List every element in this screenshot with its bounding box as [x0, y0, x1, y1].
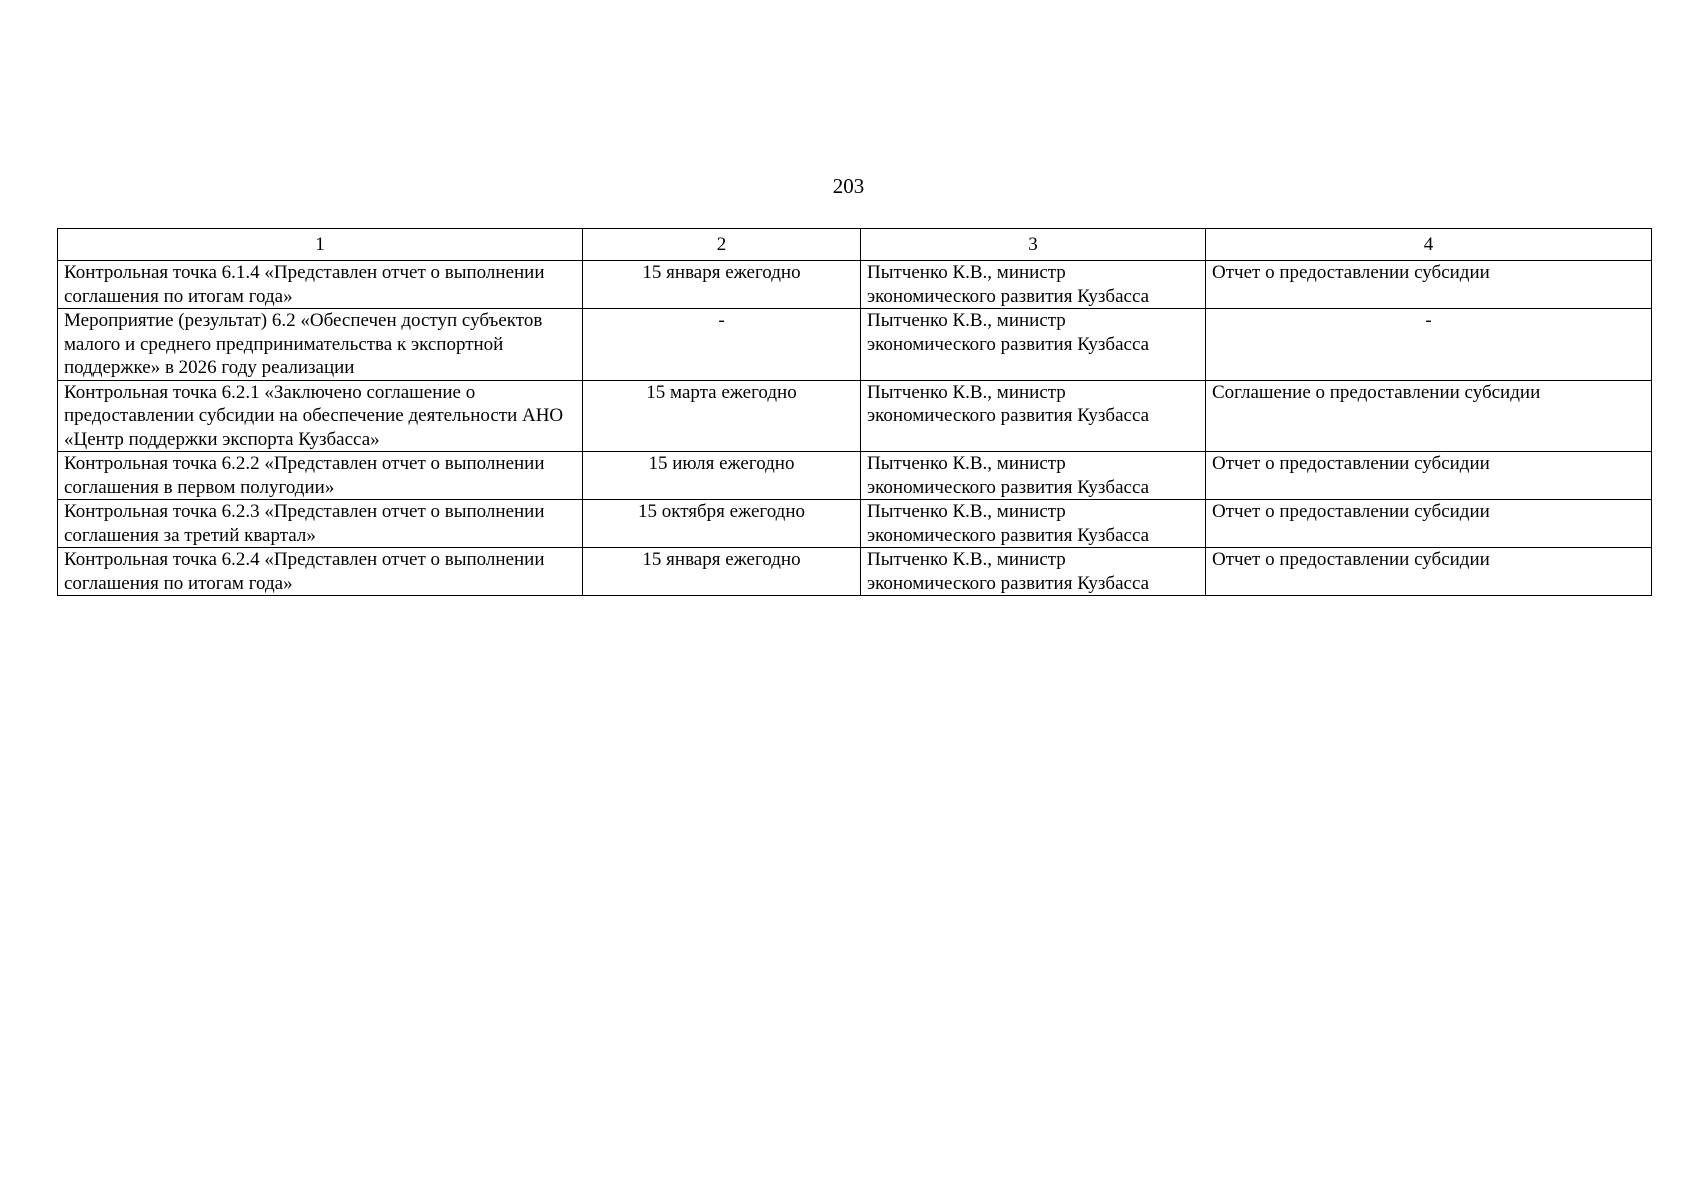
page-number: 203	[832, 174, 865, 198]
column-number-4: 4	[1206, 229, 1652, 261]
event-name-cell: Мероприятие (результат) 6.2 «Обеспечен доступ субъектов малого и среднего предпринимательства к экспортной поддержке» в 2026 году реализации	[58, 309, 583, 381]
responsible-cell: Пытченко К.В., министр экономического развития Кузбасса	[861, 309, 1206, 381]
deadline-cell: 15 октября ежегодно	[583, 500, 861, 548]
control-points-table	[57, 228, 1652, 596]
deadline-cell: 15 января ежегодно	[583, 548, 861, 596]
document-cell: Отчет о предоставлении субсидии	[1206, 500, 1652, 548]
responsible-cell: Пытченко К.В., министр экономического развития Кузбасса	[861, 261, 1206, 309]
table-row	[58, 380, 1652, 452]
table-row	[58, 548, 1652, 596]
deadline-cell: 15 января ежегодно	[583, 261, 861, 309]
deadline-cell: 15 марта ежегодно	[583, 380, 861, 452]
event-name-cell: Контрольная точка 6.1.4 «Представлен отчет о выполнении соглашения по итогам года»	[58, 261, 583, 309]
column-number-2: 2	[583, 229, 861, 261]
responsible-cell: Пытченко К.В., министр экономического развития Кузбасса	[861, 380, 1206, 452]
responsible-cell: Пытченко К.В., министр экономического развития Кузбасса	[861, 548, 1206, 596]
event-name-cell: Контрольная точка 6.2.1 «Заключено соглашение о предоставлении субсидии на обеспечение деятельности АНО «Центр поддержки экспорта Кузбасса»	[58, 380, 583, 452]
event-name-cell: Контрольная точка 6.2.3 «Представлен отчет о выполнении соглашения за третий квартал»	[58, 500, 583, 548]
responsible-cell: Пытченко К.В., министр экономического развития Кузбасса	[861, 452, 1206, 500]
deadline-cell: 15 июля ежегодно	[583, 452, 861, 500]
table-row	[58, 309, 1652, 381]
column-number-1: 1	[58, 229, 583, 261]
table-row	[58, 452, 1652, 500]
responsible-cell: Пытченко К.В., министр экономического развития Кузбасса	[861, 500, 1206, 548]
document-cell: Отчет о предоставлении субсидии	[1206, 548, 1652, 596]
document-cell: Отчет о предоставлении субсидии	[1206, 452, 1652, 500]
column-number-3: 3	[861, 229, 1206, 261]
table-row	[58, 500, 1652, 548]
event-name-cell: Контрольная точка 6.2.2 «Представлен отчет о выполнении соглашения в первом полугодии»	[58, 452, 583, 500]
document-cell: Соглашение о предоставлении субсидии	[1206, 380, 1652, 452]
event-name-cell: Контрольная точка 6.2.4 «Представлен отчет о выполнении соглашения по итогам года»	[58, 548, 583, 596]
table-row	[58, 261, 1652, 309]
deadline-cell: -	[583, 309, 861, 381]
table-header-row	[58, 229, 1652, 261]
document-cell: Отчет о предоставлении субсидии	[1206, 261, 1652, 309]
document-cell: -	[1206, 309, 1652, 381]
